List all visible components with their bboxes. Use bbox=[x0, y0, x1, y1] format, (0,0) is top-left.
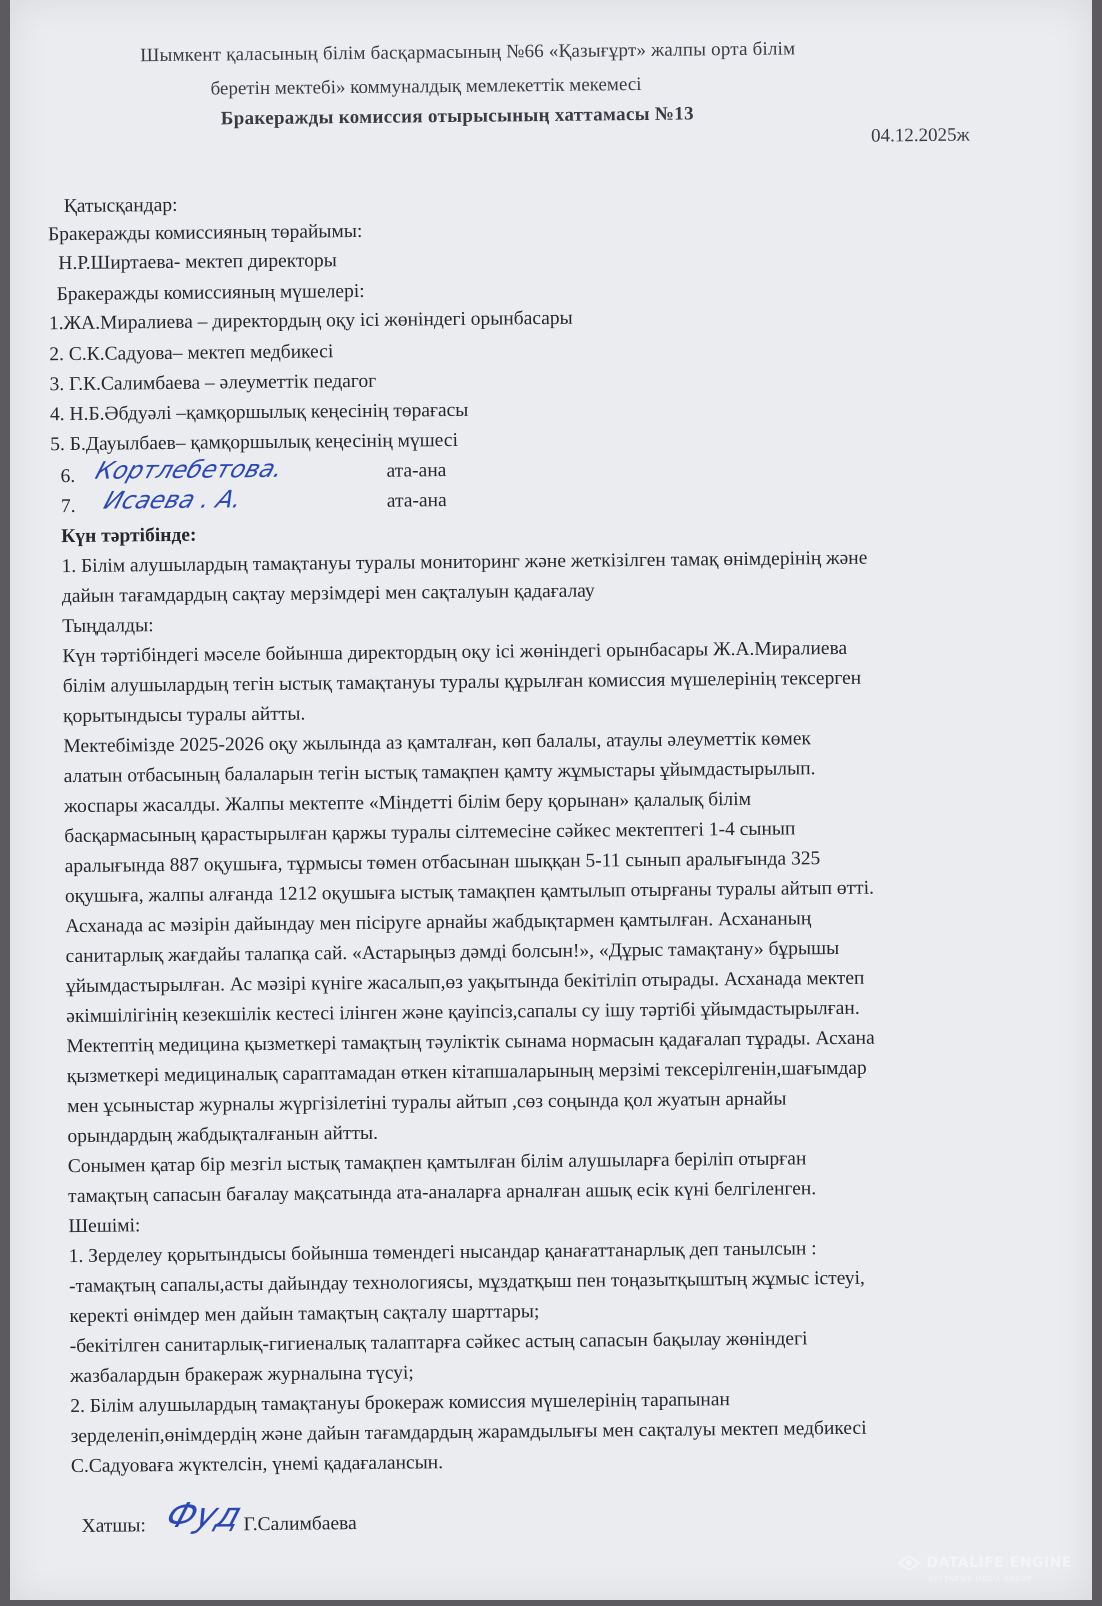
watermark-main: DATALIFE ENGINE bbox=[926, 1555, 1072, 1571]
heard-line: орындардың жабдықталғанын айтты. bbox=[67, 1122, 379, 1148]
watermark bbox=[898, 1552, 1072, 1583]
heard-line: әкімшілігінің кезекшілік кестесі ілінген және қауіпсіз,сапалы су ішу тәртібі ұйымдастырылған. bbox=[66, 997, 860, 1028]
heard-line: Асханада ас мәзірін дайындау мен пісіруге арнайы жабдықтармен қамтылған. Асхананың bbox=[65, 908, 812, 938]
member-item: 1.ЖА.Миралиева – директордың оқу ісі жөніндегі орынбасары bbox=[48, 307, 573, 335]
decision-line: -бекітілген санитарлық-гигиеналық талаптарға сәйкес астың сапасын бақылау жөніндегі bbox=[69, 1328, 808, 1358]
decision-line: зерделеніп,өнімдердің және дайын тағамдардың жарамдылығы мен сақталуы мектеп медбикесі bbox=[70, 1417, 867, 1448]
heard-line: білім алушылардың тегін ыстық тамақтануы туралы құрылған комиссия мүшелерінің тексерген bbox=[62, 667, 862, 698]
chair-name: Н.Р.Ширтаева- мектеп директоры bbox=[58, 250, 337, 275]
heard-line: алатын отбасының балаларын тегін ыстық тамақпен қамту жұмыстары ұйымдастырылып. bbox=[63, 758, 816, 788]
heard-line: аралығында 887 оқушыға, тұрмысы төмен отбасынан шыққан 5-11 сынып аралығында 325 bbox=[64, 848, 821, 878]
parent-number: 7. bbox=[60, 495, 76, 518]
heard-line: тамақтың сапасын бағалау мақсатында ата-аналарға арналған ашық есік күні белгіленген. bbox=[68, 1178, 817, 1208]
heard-label: Тыңдалды: bbox=[62, 615, 154, 638]
secretary-name: Г.Салимбаева bbox=[243, 1513, 357, 1536]
secretary-label: Хатшы: bbox=[81, 1515, 146, 1537]
document-title: Бракеражды комиссия отырысының хаттамасы №13 bbox=[220, 103, 694, 130]
datalife-logo-icon bbox=[898, 1555, 920, 1575]
attendees-label: Қатысқандар: bbox=[63, 194, 178, 218]
header-line-2: беретін мектебі» коммуналдық мемлекеттік мекемесі bbox=[210, 74, 642, 100]
chair-label: Бракеражды комиссияның төрайымы: bbox=[47, 220, 363, 246]
parent-handwritten-signature: Кортлебетова. bbox=[92, 454, 287, 485]
decision-label: Шешімі: bbox=[68, 1215, 141, 1238]
parent-number: 6. bbox=[60, 465, 76, 488]
header-line-1: Шымкент қаласының білім басқармасының №66 «Қазығұрт» жалпы орта білім bbox=[140, 38, 796, 67]
heard-line: басқармасының қарастырылған қаржы туралы сілтемесіне сәйкес мектептегі 1-4 сынып bbox=[64, 818, 796, 848]
document-date: 04.12.2025ж bbox=[870, 124, 970, 147]
heard-line: Мектебімізде 2025-2026 оқу жылында аз қамталған, көп балалы, атаулы әлеуметтік көмек bbox=[63, 728, 812, 758]
decision-line: 1. Зерделеу қорытындысы бойынша төмендегі нысандар қанағаттанарлық деп танылсын : bbox=[68, 1238, 817, 1268]
heard-line: Сонымен қатар бір мезгіл ыстық тамақпен қамтылған білім алушыларға беріліп отырған bbox=[67, 1148, 807, 1178]
heard-line: санитарлық жағдайы талапқа сай. «Астарыңыз дәмді болсын!», «Дұрыс тамақтану» бұрышы bbox=[65, 937, 840, 968]
heard-line: қызметкері медициналық сараптамадан өткен кітапшаларының мерзімі тексерілгенін,шағымдар bbox=[66, 1057, 867, 1088]
agenda-line: 1. Білім алушылардың тамақтануы туралы мониторинг және жеткізілген тамақ өнімдерінің және bbox=[61, 547, 868, 578]
member-item: 2. С.К.Садуова– мектеп медбикесі bbox=[49, 341, 334, 366]
document-sheet bbox=[10, 0, 1092, 1600]
heard-line: қорытындысы туралы айтты. bbox=[62, 703, 306, 728]
members-label: Бракеражды комиссияның мүшелері: bbox=[56, 280, 365, 306]
heard-line: Мектептің медицина қызметкері тамақтың тәуліктік сынама нормасын қадағалап тұрады. Асхана bbox=[66, 1027, 875, 1058]
watermark-sub: SOFTNEWS MEDIA GROUP bbox=[928, 1575, 1032, 1583]
agenda-line: дайын тағамдардың сақтау мерзімдері мен сақталуын қадағалау bbox=[61, 580, 595, 608]
member-item: 5. Б.Дауылбаев– қамқоршылық кеңесінің мүшесі bbox=[50, 429, 459, 456]
parent-role: ата-ана bbox=[386, 460, 447, 482]
heard-line: ұйымдастырылған. Ас мәзірі күнiге жасалып,өз уақытында бекітіліп отырады. Асханада мектеп bbox=[65, 967, 865, 998]
decision-line: керекті өнімдер мен дайын тамақтың сақталу шарттары; bbox=[69, 1301, 540, 1328]
secretary-handwritten-signature: Фуд bbox=[161, 1495, 247, 1537]
parent-role: ата-ана bbox=[386, 490, 447, 512]
heard-line: жоспары жасалды. Жалпы мектепте «Міндетті білім беру қорынан» қалалық білім bbox=[63, 788, 752, 818]
member-item: 4. Н.Б.Әбдуәлі –қамқоршылық кеңесінің төрағасы bbox=[49, 399, 469, 426]
decision-line: -тамақтың сапалы,асты дайындау технологиясы, мұздатқыш пен тоңазытқыштың жұмыс істеуі, bbox=[68, 1267, 865, 1298]
heard-line: мен ұсыныстар журналы жүргізілетіні туралы айтып ,сөз соңында қол жуатын арнайы bbox=[67, 1088, 787, 1118]
agenda-label: Күн тәртібінде: bbox=[61, 524, 197, 548]
heard-line: Күн тәртібіндегі мәселе бойынша директордың оқу ісі жөніндегі орынбасары Ж.А.Миралиева bbox=[62, 637, 848, 668]
decision-line: жазбалардын бракераж журналына түсуі; bbox=[69, 1362, 414, 1388]
decision-line: 2. Білім алушылардың тамақтануы брокераж комиссия мүшелерінің тарапынан bbox=[70, 1389, 730, 1418]
protocol-page bbox=[2, 0, 1101, 1606]
parent-handwritten-signature: Исаева . А. bbox=[100, 485, 246, 515]
heard-line: оқушыға, жалпы алғанда 1212 оқушыға ыстық тамақпен қамтылып отырғаны туралы айтып өтті. bbox=[64, 877, 875, 908]
member-item: 3. Г.К.Салимбаева – әлеуметтік педагог bbox=[49, 370, 377, 396]
decision-line: С.Садуоваға жүктелсін, үнемі қадағалансын. bbox=[70, 1452, 444, 1478]
